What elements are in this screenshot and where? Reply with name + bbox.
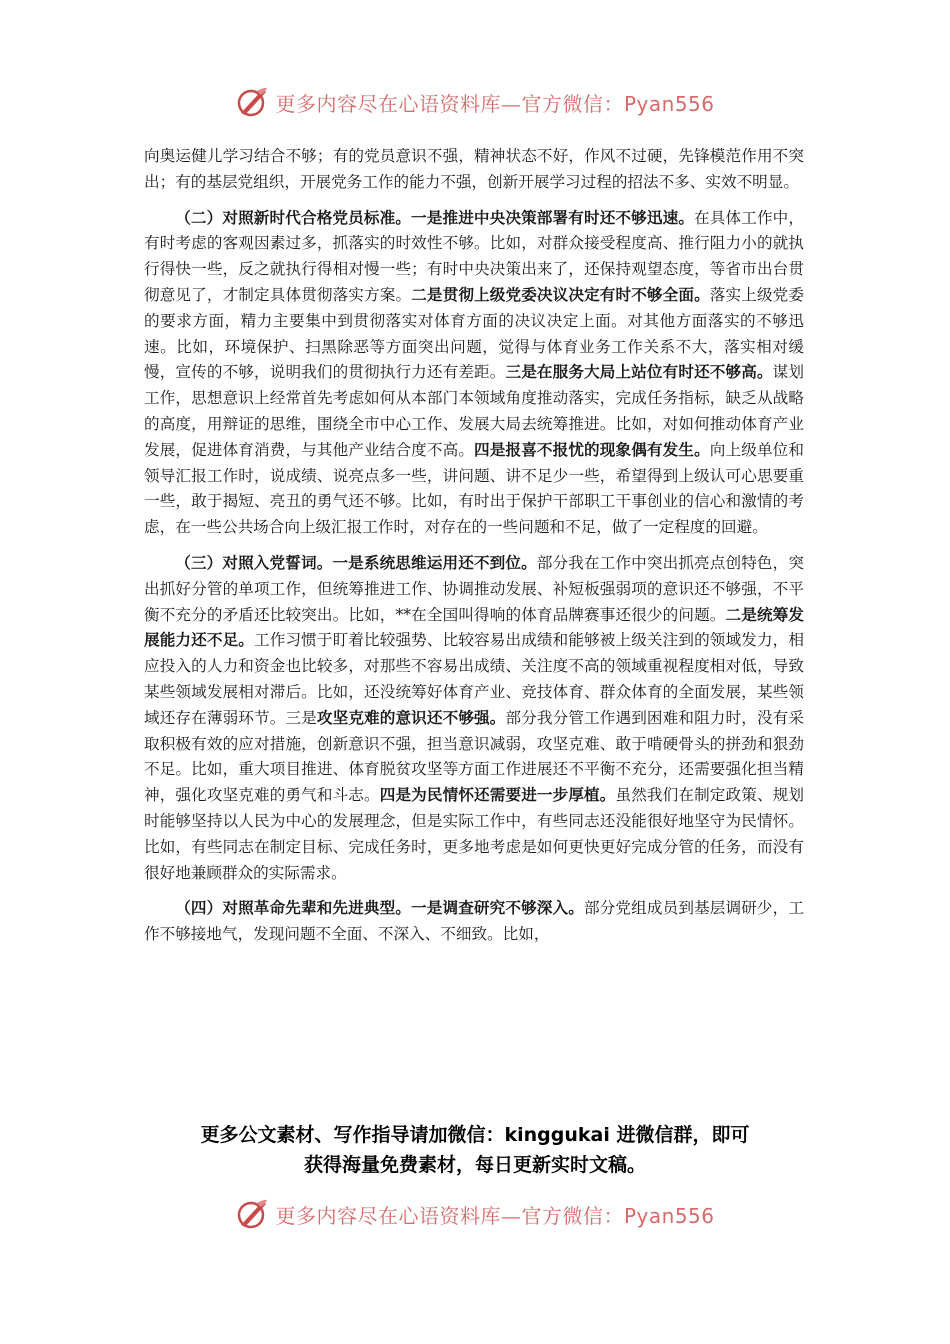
bold-run: 二是贯彻上级党委决议决定有时不够全面。 <box>411 285 710 304</box>
text-run: 谋划工作，思想意识上经常首先考虑如何从本部门本领域角度推动落实，完成任务指标，缺乏从战略的高度，用辩证的思维，围绕全市中心工作、发展大局去统筹推进。比如，对如何推动体育产业发展，促进体育消费，与其他产业结合度不高。 <box>144 363 804 459</box>
bold-run: （二）对照新时代合格党员标准。一是推进中央决策部署有时还不够迅速。 <box>175 208 695 227</box>
text-run: 部分党组成员到基层调研少，工作不够接地气，发现问题不全面、不深入、不细致。比如， <box>144 899 804 944</box>
bold-run: 四是为民情怀还需要进一步厚植。 <box>379 786 616 805</box>
promo-line-1: 更多公文素材、写作指导请加微信：kinggukai 进微信群，即可 <box>200 1124 750 1146</box>
text-run: 部分我在工作中突出抓亮点创特色，突出抓好分管的单项工作，但统筹推进工作、协调推动发展、补短板强弱项的意识还不够强，不平衡不充分的矛盾还比较突出。比如，**在全国叫得响的体育品牌赛事还很少的问题。 <box>144 553 804 624</box>
text-run: 虽然我们在制定政策、规划时能够坚持以人民为中心的发展理念，但是实际工作中，有些同志还没能很好地坚守为民情怀。比如，有些同志在制定目标、完成任务时，更多地考虑是如何更快更好完成分管的任务，而没有很好地兼顾群众的实际需求。 <box>144 786 804 882</box>
quill-logo-icon <box>235 1197 269 1231</box>
banner-text: 更多内容尽在心语资料库—官方微信：Pyan556 <box>275 91 715 116</box>
text-run: 落实上级党委的要求方面，精力主要集中到贯彻落实对体育方面的决议决定上面。对其他方面落实的不够迅速。比如，环境保护、扫黑除恶等方面突出问题，觉得与体育业务工作关系不大，落实相对缓慢，宣传的不够，说明我们的贯彻执行力还有差距。 <box>144 285 804 382</box>
text-run: 向上级单位和领导汇报工作时，说成绩、说亮点多一些，讲问题、讲不足少一些，希望得到上级认可心思要重一些，敢于揭短、亮丑的勇气还不够。比如，有时出于保护干部职工干事创业的信心和激情的考虑，在一些公共场合向上级汇报工作时，对存在的一些问题和不足，做了一定程度的回避。 <box>144 440 804 537</box>
paragraph <box>144 206 804 541</box>
bold-run: 二是统筹发展能力还不足。 <box>144 605 804 650</box>
header-banner <box>0 80 950 124</box>
text-run: 向奥运健儿学习结合不够；有的党员意识不强，精神状态不好，作风不过硬，先锋模范作用不突出；有的基层党组织，开展党务工作的能力不强，创新开展学习过程的招法不多、实效不明显。 <box>144 147 804 191</box>
bold-run: 攻坚克难的意识还不够强。 <box>316 708 506 727</box>
promo-block <box>0 1120 950 1180</box>
text-run: 部分我分管工作遇到困难和阻力时，没有采取积极有效的应对措施，创新意识不强，担当意识减弱，攻坚克难、敢于啃硬骨头的拼劲和狠劲不足。比如，重大项目推进、体育脱贫攻坚等方面工作进展还不平衡不充分，还需要强化担当精神，强化攻坚克难的勇气和斗志。 <box>144 708 804 805</box>
bold-run: （四）对照革命先辈和先进典型。一是调查研究不够深入。 <box>175 899 584 918</box>
quill-logo-icon <box>235 85 269 119</box>
paragraph <box>144 551 804 886</box>
paragraph <box>144 144 804 196</box>
paragraph <box>144 896 804 948</box>
bold-run: （三）对照入党誓词。一是系统思维运用还不到位。 <box>175 553 537 572</box>
document-body <box>144 144 804 958</box>
banner-text: 更多内容尽在心语资料库—官方微信：Pyan556 <box>275 1203 715 1228</box>
bold-run: 三是在服务大局上站位有时还不够高。 <box>505 363 773 382</box>
text-run: 在具体工作中，有时考虑的客观因素过多，抓落实的时效性不够。比如，对群众接受程度高、推行阻力小的就执行得快一些，反之就执行得相对慢一些；有时中央决策出来了，还保持观望态度，等省市出台贯彻意见了，才制定具体贯彻落实方案。 <box>144 208 804 304</box>
promo-line-2: 获得海量免费素材，每日更新实时文稿。 <box>303 1154 646 1176</box>
text-run: 工作习惯于盯着比较强势、比较容易出成绩和能够被上级关注到的领域发力，相应投入的人力和资金也比较多，对那些不容易出成绩、关注度不高的领域重视程度相对低，导致某些领域发展相对滞后。比如，还没统筹好体育产业、竞技体育、群众体育的全面发展，某些领域还存在薄弱环节。三是 <box>144 631 804 727</box>
footer-banner <box>0 1192 950 1236</box>
bold-run: 四是报喜不报忧的现象偶有发生。 <box>474 440 710 459</box>
